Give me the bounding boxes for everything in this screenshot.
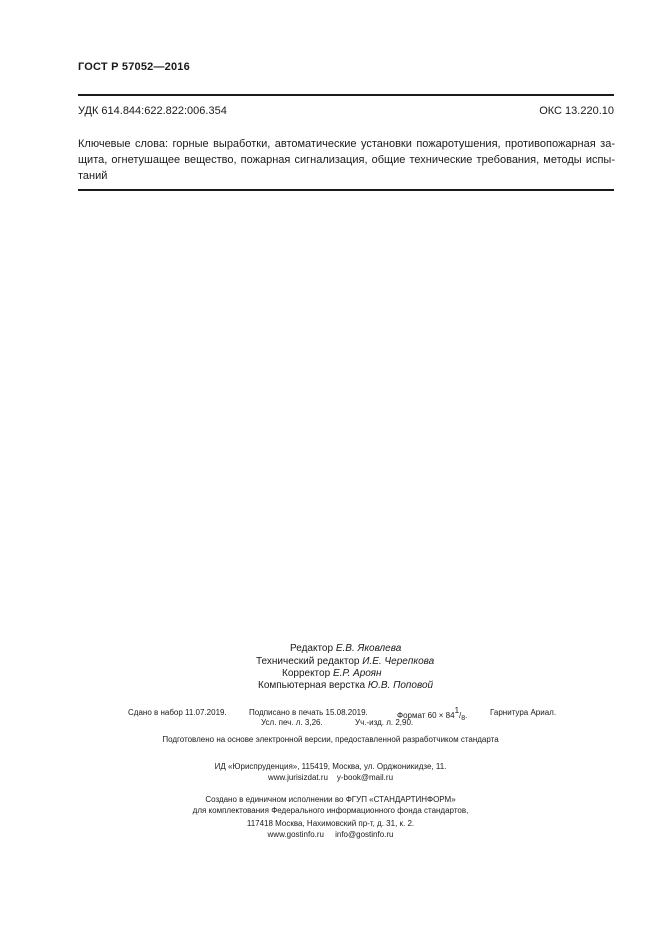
publisher-address: ИД «Юриспруденция», 115419, Москва, ул. Орджоникидзе, 11. [214,762,447,771]
credit-role: Корректор [282,668,331,679]
imprint-publ-sheets: Уч.-изд. л. 2,90. [355,718,414,727]
credit-editor [290,643,401,654]
produced-line: Создано в единичном исполнении во ФГУП «СТАНДАРТИНФОРМ» [205,795,456,804]
top-divider [78,94,614,96]
produced-address: 117418 Москва, Нахимовский пр-т, д. 31, к. 2. [246,819,415,828]
credit-layout [258,680,433,691]
keywords-line: щита, огнетушащее вещество, пожарная сигнализация, общие технические требования, методы испы- [78,154,615,166]
credit-name: Ю.В. Поповой [367,680,434,691]
format-slash: / [459,711,462,720]
credit-name: Е.В. Яковлева [335,643,402,654]
produced-contacts: www.gostinfo.ru info@gostinfo.ru [267,830,394,839]
standard-number: ГОСТ Р 57052—2016 [78,61,190,73]
credit-role: Технический редактор [256,656,360,667]
credit-corrector [282,668,381,679]
credit-tech-editor [256,656,434,667]
format-numerator: 1 [454,706,460,715]
publisher-contacts: www.jurisizdat.ru y-book@mail.ru [267,773,394,782]
oks-code: ОКС 13.220.10 [539,105,614,117]
udk-code: УДК 614.844:622.822:006.354 [78,105,227,117]
credit-name: Е.Р. Ароян [332,668,382,679]
imprint-submitted: Сдано в набор 11.07.2019. [128,708,227,717]
imprint-signed: Подписано в печать 15.08.2019. [249,708,368,717]
imprint-typeface: Гарнитура Ариал. [490,708,557,717]
keywords-line: Ключевые слова: горные выработки, автоматические установки пожаротушения, противопожарная за- [78,138,615,150]
bottom-divider [78,189,614,191]
prepared-note: Подготовлено на основе электронной версии, предоставленной разработчиком стандарта [162,735,499,744]
format-prefix: Формат 60 × 84 [397,711,455,720]
credit-role: Компьютерная верстка [258,680,366,691]
imprint-print-sheets: Усл. печ. л. 3,26. [261,718,323,727]
format-denominator: 8 [461,715,466,722]
keywords-line: таний [78,170,108,182]
keywords-paragraph [78,136,615,184]
format-suffix: . [465,711,468,720]
credit-role: Редактор [290,643,334,654]
credit-name: И.Е. Черепкова [362,656,435,667]
produced-line: для комплектования Федерального информационного фонда стандартов, [192,806,469,815]
